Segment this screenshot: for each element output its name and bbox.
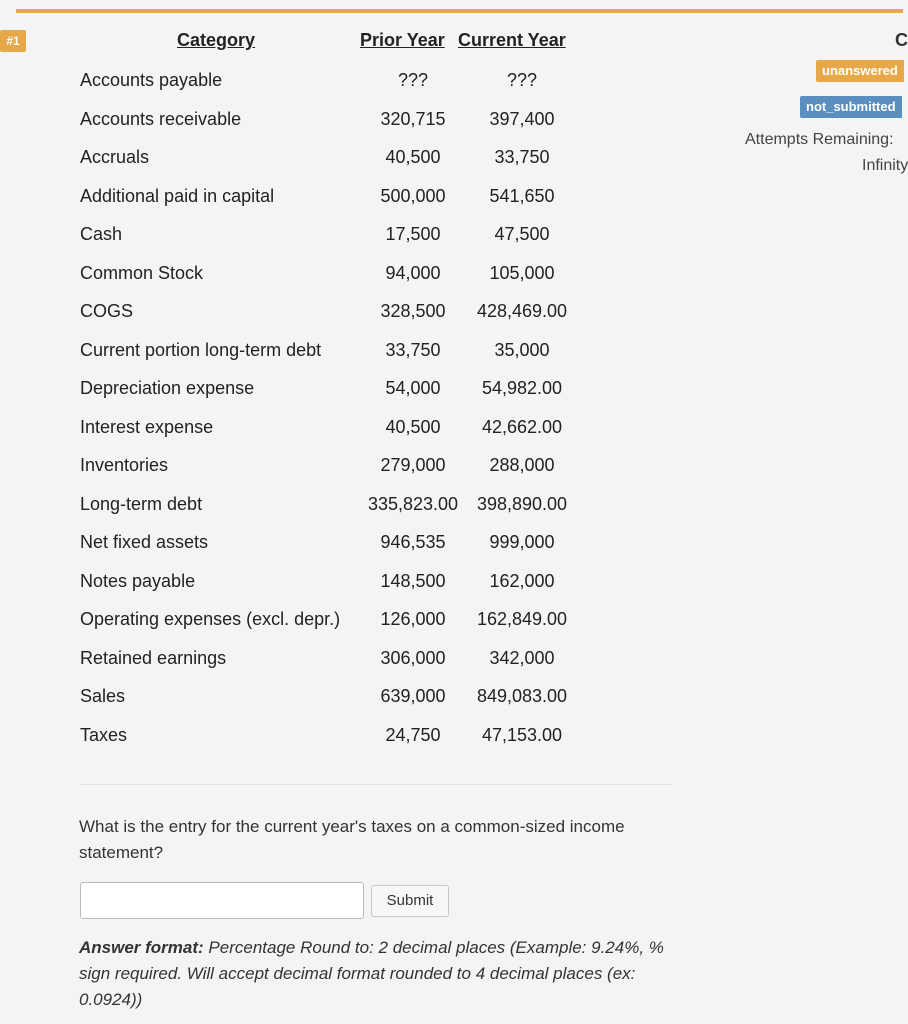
row-category: Inventories <box>80 455 169 475</box>
header-prior-year: Prior Year <box>360 30 445 50</box>
row-prior-year: 126,000 <box>380 609 446 629</box>
row-prior-year: 328,500 <box>380 301 446 321</box>
row-current-year: 288,000 <box>489 455 555 475</box>
row-current-year: 398,890.00 <box>476 493 568 514</box>
header-category: Category <box>177 30 256 50</box>
row-current-year: 428,469.00 <box>476 301 568 321</box>
row-category: Notes payable <box>80 570 196 591</box>
row-current-year: ??? <box>506 70 538 90</box>
answer-status-badge: unanswered <box>816 60 904 82</box>
row-category: Interest expense <box>80 416 214 437</box>
corner-glyph: C <box>895 30 908 50</box>
row-category: Operating expenses (excl. depr.) <box>80 609 341 629</box>
question-text: What is the entry for the current year's taxes on a common-sized income statement? <box>79 817 625 862</box>
row-prior-year: 148,500 <box>380 570 446 591</box>
row-prior-year: 54,000 <box>385 378 441 398</box>
row-category: Accounts payable <box>80 70 223 90</box>
submission-status-badge: not_submitted <box>800 96 902 118</box>
row-category: Net fixed assets <box>80 532 209 552</box>
row-current-year: 54,982.00 <box>481 378 563 398</box>
row-category: COGS <box>80 301 134 321</box>
row-category: Accounts receivable <box>80 108 242 129</box>
row-category: Cash <box>80 224 123 244</box>
row-prior-year: 946,535 <box>380 532 446 552</box>
row-current-year: 47,153.00 <box>481 724 563 745</box>
row-prior-year: 500,000 <box>380 185 446 206</box>
row-prior-year: 335,823.00 <box>367 493 459 514</box>
row-prior-year: ??? <box>397 70 429 90</box>
section-divider <box>80 784 672 785</box>
row-current-year: 47,500 <box>494 224 550 244</box>
submit-button[interactable]: Submit <box>371 885 449 917</box>
answer-format-note <box>79 935 689 1013</box>
row-category: Common Stock <box>80 262 204 283</box>
row-current-year: 342,000 <box>489 647 555 668</box>
row-current-year: 42,662.00 <box>481 416 563 437</box>
row-category: Current portion long-term debt <box>80 339 322 360</box>
row-prior-year: 279,000 <box>380 455 446 475</box>
row-category: Taxes <box>80 724 128 745</box>
row-category: Additional paid in capital <box>80 185 275 206</box>
row-current-year: 849,083.00 <box>476 686 568 706</box>
row-prior-year: 40,500 <box>385 416 441 437</box>
row-current-year: 397,400 <box>489 108 555 129</box>
row-current-year: 541,650 <box>489 185 555 206</box>
row-prior-year: 94,000 <box>385 262 441 283</box>
answer-input[interactable] <box>80 882 364 919</box>
row-prior-year: 306,000 <box>380 647 446 668</box>
row-current-year: 105,000 <box>489 262 555 283</box>
row-prior-year: 320,715 <box>380 108 446 129</box>
top-accent-rule <box>16 9 903 13</box>
row-current-year: 999,000 <box>489 532 555 552</box>
row-category: Depreciation expense <box>80 378 255 398</box>
row-prior-year: 40,500 <box>385 147 441 167</box>
row-current-year: 35,000 <box>494 339 550 360</box>
row-category: Sales <box>80 686 126 706</box>
row-category: Accruals <box>80 147 150 167</box>
row-category: Long-term debt <box>80 493 203 514</box>
row-prior-year: 33,750 <box>385 339 441 360</box>
row-current-year: 162,849.00 <box>476 609 568 629</box>
row-current-year: 33,750 <box>494 147 550 167</box>
attempts-remaining-value: Infinity <box>862 157 908 174</box>
answer-format-text: Percentage Round to: 2 decimal places (Example: 9.24%, % sign required. Will accept decimal format rounded to 4 decimal places (ex: 0.0924)) <box>79 938 664 1009</box>
row-prior-year: 17,500 <box>385 224 441 244</box>
answer-format-label: Answer format: <box>79 938 204 957</box>
row-current-year: 162,000 <box>489 570 555 591</box>
header-current-year: Current Year <box>458 30 566 50</box>
question-number-badge: #1 <box>0 30 26 52</box>
attempts-remaining-label: Attempts Remaining: <box>745 131 894 148</box>
row-prior-year: 24,750 <box>385 724 441 745</box>
row-prior-year: 639,000 <box>380 686 446 706</box>
row-category: Retained earnings <box>80 647 227 668</box>
